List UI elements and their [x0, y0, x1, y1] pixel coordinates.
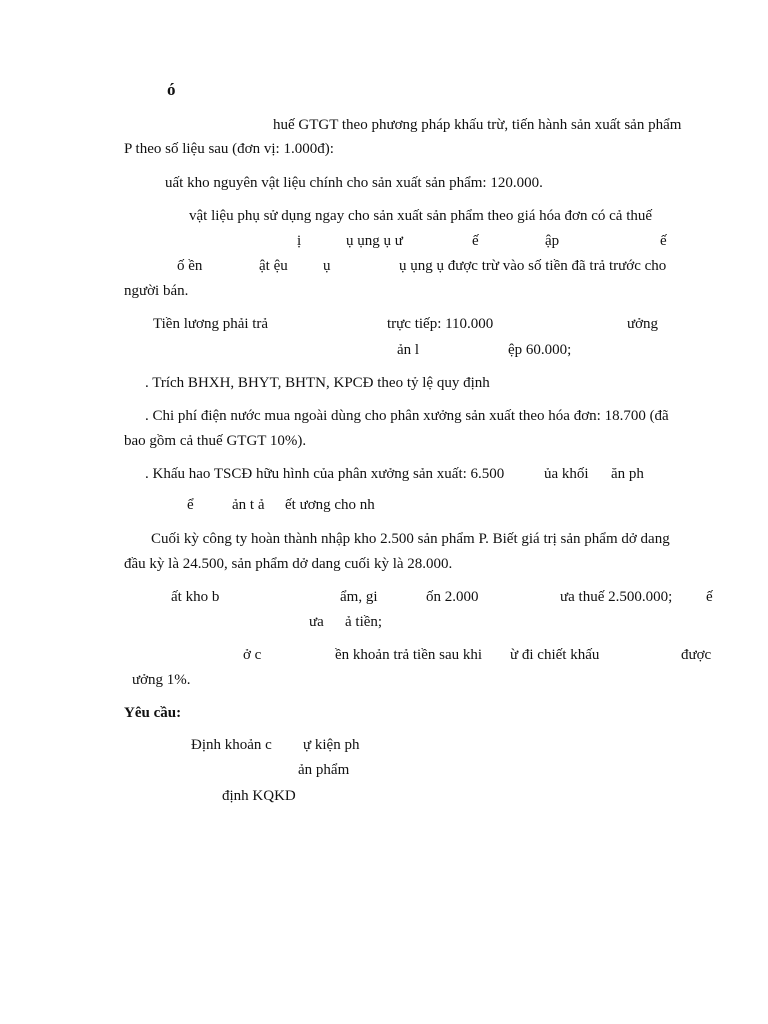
text-line: . Chi phí điện nước mua ngoài dùng cho phân xưởng sản xuất theo hóa đơn: 18.700 (đã [145, 408, 669, 424]
text-line: huế GTGT theo phương pháp khấu trừ, tiến hành sản xuất sản phẩm [273, 117, 682, 133]
requirement-item: ản phẩm [298, 762, 350, 778]
text-line: uất kho nguyên vật liệu chính cho sản xuất sản phẩm: 120.000. [165, 175, 543, 191]
text-fragment: ở c [243, 647, 262, 663]
text-fragment: ụ ụng ụ được trừ vào số tiền đã trả trước cho [399, 258, 667, 274]
text-line: ưởng 1%. [132, 672, 191, 688]
text-fragment: ố ền [177, 258, 203, 274]
text-fragment: ế [660, 233, 667, 249]
text-fragment: ẩm, gi [340, 589, 378, 605]
text-fragment: ập [545, 233, 560, 249]
text-fragment: ế [472, 233, 479, 249]
requirements-title: Yêu cầu: [124, 705, 182, 721]
text-fragment: Tiền lương phải trả [153, 316, 269, 332]
text-fragment: ưa [309, 614, 324, 630]
text-fragment: ừ đi chiết khấu [510, 647, 600, 663]
text-fragment: . Khấu hao TSCĐ hữu hình của phân xưởng sản xuất: 6.500 [145, 466, 505, 482]
text-line: bao gồm cả thuế GTGT 10%). [124, 433, 307, 449]
requirement-item: Định khoản c [191, 737, 272, 753]
text-fragment: ị [297, 233, 302, 249]
text-line: P theo số liệu sau (đơn vị: 1.000đ): [124, 141, 334, 157]
text-fragment: ền khoản trả tiền sau khi [335, 647, 483, 663]
text-fragment: ệp 60.000; [508, 342, 572, 358]
document-heading: ó [167, 80, 176, 99]
requirement-item: ự kiện ph [303, 737, 360, 753]
text-line: vật liệu phụ sử dụng ngay cho sản xuất sản phẩm theo giá hóa đơn có cả thuế [189, 208, 653, 224]
text-fragment: ật ệu [259, 258, 288, 274]
text-fragment: ả tiền; [345, 614, 383, 630]
text-fragment: ưa thuế 2.500.000; [560, 589, 673, 605]
text-fragment: ủa khối [544, 466, 589, 482]
text-fragment: ế [706, 589, 713, 605]
text-fragment: ưởng [627, 316, 659, 332]
text-fragment: trực tiếp: 110.000 [387, 316, 494, 332]
text-line: . Trích BHXH, BHYT, BHTN, KPCĐ theo tỷ lệ quy định [145, 375, 490, 391]
requirement-item: định KQKD [222, 788, 296, 804]
text-fragment: ết ương cho nh [285, 497, 375, 513]
text-line: người bán. [124, 283, 189, 299]
text-fragment: ụ [323, 258, 331, 274]
text-fragment: ản l [397, 342, 420, 358]
text-fragment: được [681, 647, 712, 663]
text-line: Cuối kỳ công ty hoàn thành nhập kho 2.500 sản phẩm P. Biết giá trị sản phẩm dở dang [151, 531, 670, 547]
text-fragment: ốn 2.000 [426, 589, 479, 605]
text-fragment: ụ ụng ụ ư [346, 233, 403, 249]
text-fragment: ất kho b [171, 589, 220, 605]
text-line: đầu kỳ là 24.500, sản phẩm dở dang cuối kỳ là 28.000. [124, 556, 453, 572]
text-fragment: ản t ả [232, 497, 265, 513]
text-fragment: ể [187, 497, 194, 513]
text-fragment: ăn ph [611, 466, 644, 482]
